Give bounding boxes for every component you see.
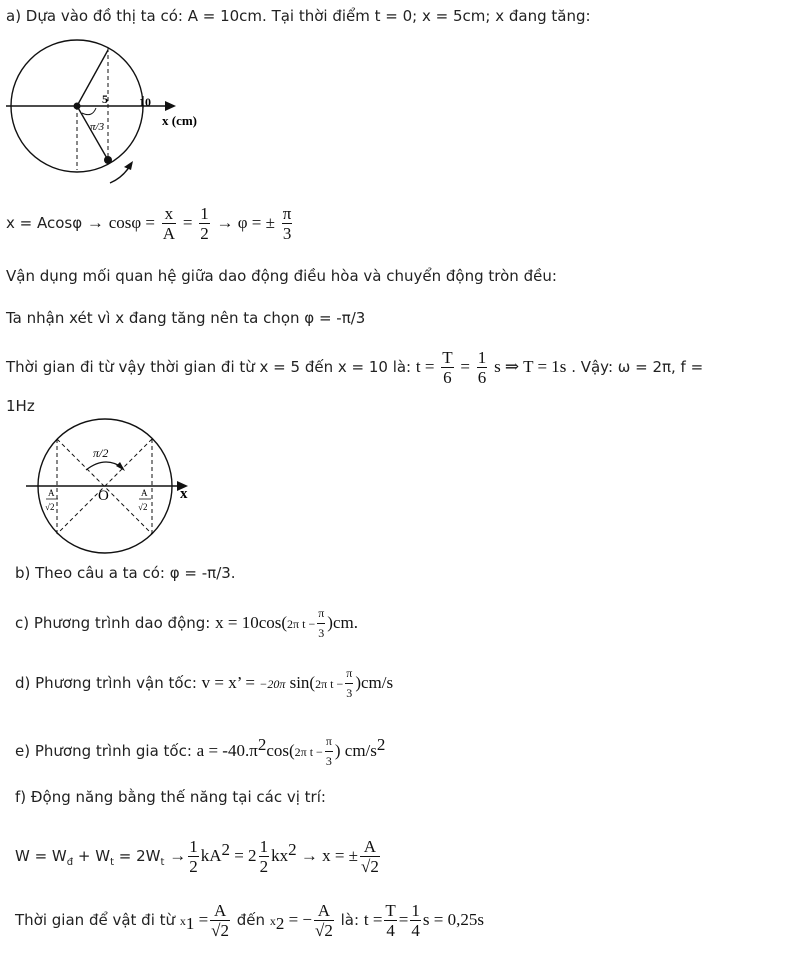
fraction-pi-over-3: $\frac{\pi}{3}$ — [346, 666, 353, 700]
fraction-T-over-6: $\frac{T}{6}$ — [442, 348, 453, 387]
fig2-label-left-A: A — [48, 488, 55, 498]
figure-circle-quadrature — [20, 418, 200, 554]
fraction-1-over-2: $\frac{1}{2}$ — [200, 204, 209, 243]
cos-equation: x = Acosφ → cosφ = $\frac{x}{A}$ = $\frac{1}{2}$ → φ = ± $\frac{\pi}{3}$ — [6, 204, 292, 243]
fraction-A-over-sqrt2: $\frac{A}{√2}$ — [360, 837, 379, 876]
fraction-1-over-6: $\frac{1}{6}$ — [477, 348, 487, 387]
time-line: Thời gian đi từ vậy thời gian đi từ x = 5 đến x = 10 là: t = $\frac{T}{6}$ = $\frac{1}{6}$ s ⇒ T = 1s . Vậy: ω = 2π, f = — [6, 348, 704, 387]
fig2-label-right-A: A — [141, 488, 148, 498]
fig1-label-5: 5 — [102, 92, 108, 106]
time-f: Thời gian để vật đi từ $x_1$ = $\frac{A}{√2}$ đến $x_2$ = − $\frac{A}{√2}$ là: t = $\frac{T}{4}$ = $\frac{1}{4}$ s = 0,25s — [15, 901, 484, 940]
fig2-label-left-sqrt2: √2 — [45, 502, 55, 512]
fraction-1-over-2: $\frac{1}{2}$ — [259, 837, 269, 876]
fig2-label-x: x — [180, 486, 188, 502]
part-c: c) Phương trình dao động: x = 10cos(2π t − $\frac{\pi}{3}$ )cm. — [15, 603, 358, 644]
time-line-wrap: 1Hz — [6, 397, 35, 415]
fig2-label-angle: π/2 — [93, 446, 109, 460]
fraction-T-over-4: $\frac{T}{4}$ — [385, 901, 396, 940]
part-f-text: f) Động năng bằng thế năng tại các vị trí: — [15, 788, 326, 806]
fig2-label-right-sqrt2: √2 — [138, 502, 148, 512]
part-d: d) Phương trình vận tốc: v = x’ = −20π sin(2π t − $\frac{\pi}{3}$ )cm/s — [15, 663, 393, 704]
fraction-1-over-2: $\frac{1}{2}$ — [189, 837, 198, 876]
figure-circle-phase — [0, 38, 230, 188]
part-e: e) Phương trình gia tốc: $a = -40.\pi^2\cos(2\pi$ t − $\frac{\pi}{3}$ ) $cm/s^2$ — [15, 725, 385, 772]
fraction-1-over-4: $\frac{1}{4}$ — [411, 901, 420, 940]
part-b-text: b) Theo câu a ta có: φ = -π/3. — [15, 564, 236, 582]
energy-equation: $W = W_đ + W_t = 2W_t$ → $\frac{1}{2}$ $kA^2 = 2$ $\frac{1}{2}$ $kx^2 \to x$ = ± $\frac{A}{√2}$ — [15, 837, 379, 876]
fig1-label-10: 10 — [139, 95, 151, 109]
fig1-label-angle: π/3 — [90, 121, 105, 133]
fraction-pi-over-3: $\frac{\pi}{3}$ — [318, 606, 325, 640]
fraction-A-over-sqrt2: $\frac{A}{√2}$ — [315, 901, 333, 940]
fraction-x-over-A: $\frac{x}{A}$ — [162, 204, 176, 243]
fig1-axis-label: x (cm) — [162, 113, 198, 128]
part-a-text: a) Dựa vào đồ thị ta có: A = 10cm. Tại thời điểm t = 0; x = 5cm; x đang tăng: — [6, 7, 591, 25]
fraction-pi-over-3: $\frac{\pi}{3}$ — [325, 734, 332, 768]
apply-text: Vận dụng mối quan hệ giữa dao động điều hòa và chuyển động tròn đều: — [6, 267, 557, 285]
fig2-label-origin: O — [98, 488, 109, 504]
fraction-pi-over-3: $\frac{\pi}{3}$ — [282, 204, 292, 243]
fraction-A-over-sqrt2: $\frac{A}{√2}$ — [211, 901, 229, 940]
note-text: Ta nhận xét vì x đang tăng nên ta chọn φ = -π/3 — [6, 309, 366, 327]
